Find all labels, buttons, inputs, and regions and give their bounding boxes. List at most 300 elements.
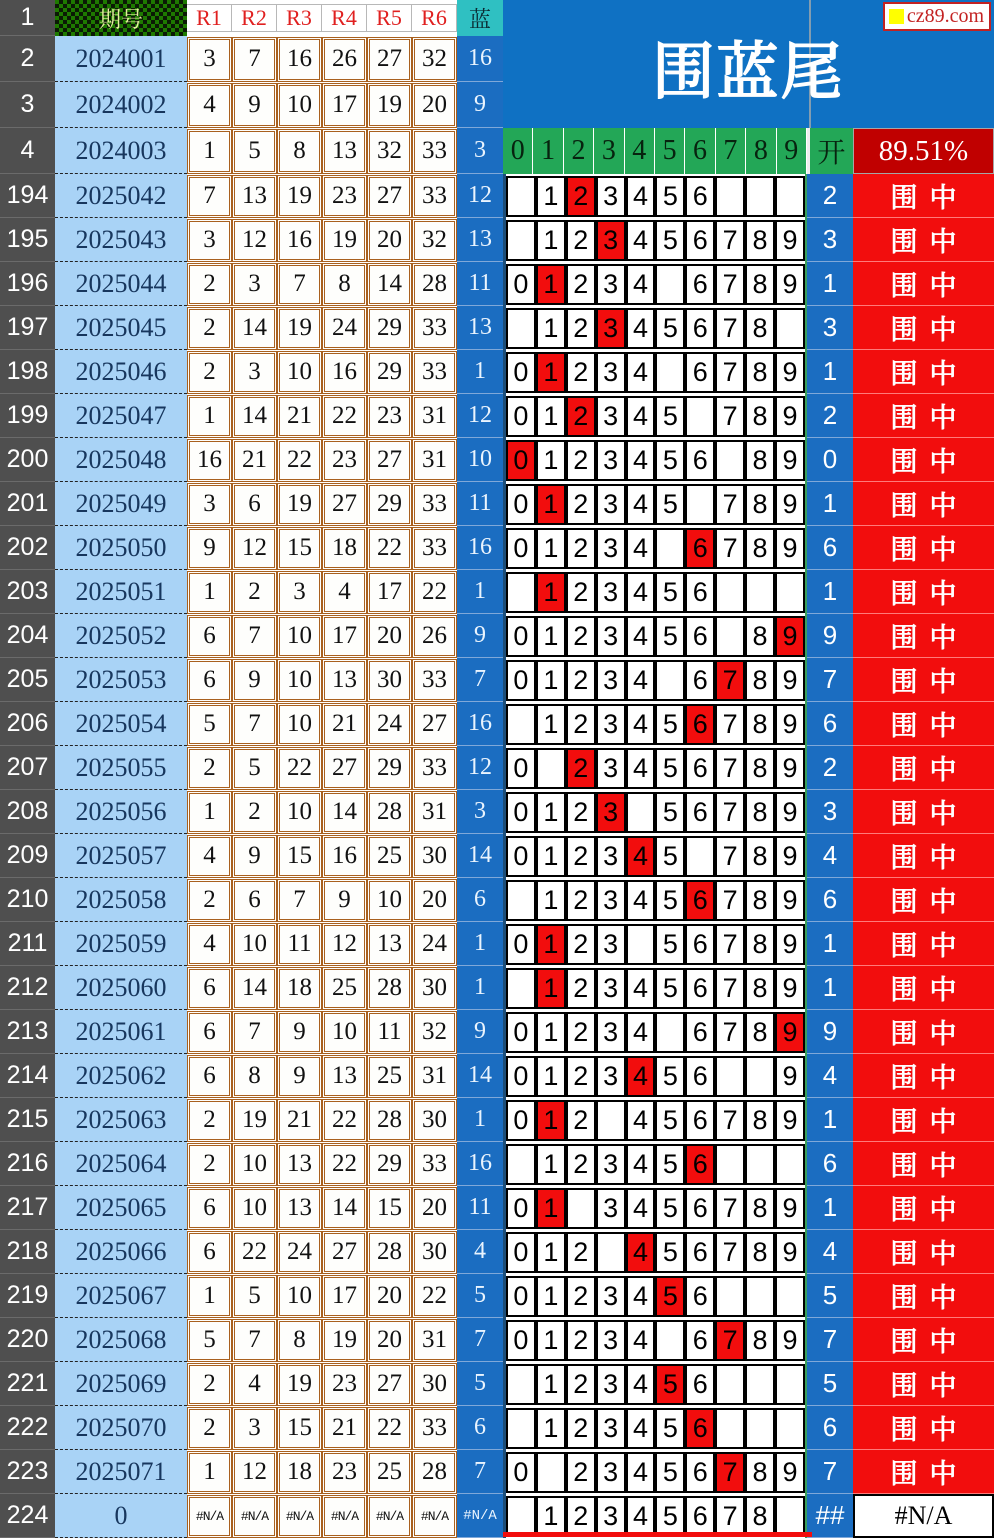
table-row (0, 306, 994, 350)
tail-digit-grid (503, 1230, 807, 1274)
red-ball-cell: 4 (322, 571, 367, 614)
red-ball-cell: 22 (412, 571, 457, 614)
tail-digit-cell: 5 (655, 220, 685, 261)
table-row (0, 1406, 994, 1450)
red-ball-cell: 28 (367, 967, 412, 1010)
red-ball-cell: 1 (187, 129, 232, 174)
red-ball-cell: 14 (232, 307, 277, 350)
tail-digit-cell: 3 (596, 1496, 626, 1537)
tail-digit-cell: 6 (685, 220, 715, 261)
tail-digit-cell: 7 (715, 484, 745, 525)
tail-digit-cell: 4 (626, 1496, 656, 1537)
red-ball-cell: 8 (277, 129, 322, 174)
tail-digit-grid (503, 1406, 807, 1450)
tail-digit-cell: 0 (506, 396, 536, 437)
status-cell: 围中 (853, 306, 994, 350)
tail-digit-grid (503, 1054, 807, 1098)
tail-digit-grid (503, 1098, 807, 1142)
status-cell: 围中 (853, 174, 994, 218)
result-tail-cell: 3 (807, 218, 853, 262)
red-ball-cell: 3 (232, 351, 277, 394)
red-ball-cell: 22 (322, 1099, 367, 1142)
tail-digit-cell: 3 (596, 924, 626, 965)
tail-digit-cell: 9 (775, 880, 805, 921)
blue-ball-cell: 1 (457, 922, 503, 966)
red-ball-cell: 31 (412, 1055, 457, 1098)
tail-digit-cell (715, 440, 745, 481)
tail-digit-cell (506, 220, 536, 261)
red-ball-cell: 10 (277, 1275, 322, 1318)
tail-digit-cell: 5 (655, 748, 685, 789)
tail-digit-cell-hit: 1 (536, 572, 566, 613)
table-row (0, 658, 994, 702)
tail-digit-cell: 5 (655, 880, 685, 921)
tail-digit-cell (715, 572, 745, 613)
tail-digit-cell: 4 (626, 748, 656, 789)
red-ball-cell: 6 (187, 1055, 232, 1098)
red-ball-cell: 19 (322, 1319, 367, 1362)
blue-ball-cell: 3 (457, 790, 503, 834)
tail-digit-cell: 6 (685, 1276, 715, 1317)
period-cell: 2025045 (55, 306, 187, 350)
tail-digit-cell: 8 (745, 220, 775, 261)
tail-digit-cell: 0 (506, 792, 536, 833)
red-ball-header-4: R4 (322, 4, 367, 32)
red-ball-cell: 9 (232, 659, 277, 702)
red-ball-cell: 17 (367, 571, 412, 614)
table-row (0, 922, 994, 966)
digit-label-cell: 4 (625, 128, 655, 174)
tail-digit-cell: 8 (745, 484, 775, 525)
red-ball-cell: 1 (187, 1451, 232, 1494)
red-ball-cell: 27 (367, 1363, 412, 1406)
tail-digit-cell: 3 (596, 484, 626, 525)
tail-digit-cell: 3 (596, 1056, 626, 1097)
status-cell: 围中 (853, 1186, 994, 1230)
red-ball-cell: 4 (187, 835, 232, 878)
row-number: 221 (0, 1362, 55, 1406)
tail-digit-cell (655, 1012, 685, 1053)
tail-digit-cell: 0 (506, 1056, 536, 1097)
tail-digit-cell: 6 (685, 924, 715, 965)
status-cell: 围中 (853, 1054, 994, 1098)
result-tail-cell: 2 (807, 394, 853, 438)
tail-digit-cell: 5 (655, 1144, 685, 1185)
status-cell: 围中 (853, 922, 994, 966)
red-ball-cell: 7 (232, 615, 277, 658)
tail-digit-cell: 6 (685, 1496, 715, 1537)
result-tail-cell: 6 (807, 702, 853, 746)
red-ball-cell: 22 (367, 1407, 412, 1450)
red-ball-cell: 20 (367, 1275, 412, 1318)
tail-digit-cell: 8 (745, 440, 775, 481)
tail-digit-cell: 0 (506, 660, 536, 701)
tail-digit-cell: 6 (685, 176, 715, 217)
tail-digit-cell: 1 (536, 660, 566, 701)
result-tail-cell: 0 (807, 438, 853, 482)
tail-digit-cell: 9 (775, 352, 805, 393)
status-cell: 围中 (853, 746, 994, 790)
site-badge-link[interactable] (883, 2, 991, 31)
table-row (0, 1230, 994, 1274)
red-ball-cell: 16 (277, 219, 322, 262)
row-number: 211 (0, 922, 55, 966)
tail-digit-cell: 8 (745, 1320, 775, 1361)
red-ball-cell: 30 (412, 835, 457, 878)
tail-digit-cell: 6 (685, 264, 715, 305)
period-cell: 2024001 (55, 36, 187, 82)
tail-digit-cell: 0 (506, 1232, 536, 1273)
tail-digit-cell-hit: 9 (775, 616, 805, 657)
tail-digit-cell: 2 (566, 1452, 596, 1493)
tail-digit-cell-hit: 4 (626, 1232, 656, 1273)
red-ball-cell: 7 (232, 37, 277, 82)
red-ball-cell: 2 (187, 1099, 232, 1142)
tail-digit-cell: 7 (715, 968, 745, 1009)
status-cell: 围中 (853, 834, 994, 878)
tail-digit-cell: 2 (566, 1144, 596, 1185)
tail-digit-cell: 3 (596, 836, 626, 877)
period-cell: 2025062 (55, 1054, 187, 1098)
red-ball-cell: 2 (187, 263, 232, 306)
blue-ball-cell: 3 (457, 128, 503, 174)
red-ball-cell: 6 (187, 1187, 232, 1230)
red-ball-cell: 14 (322, 791, 367, 834)
red-balls (187, 1098, 457, 1142)
tail-digit-grid (503, 702, 807, 746)
tail-digit-cell: 7 (715, 1496, 745, 1537)
tail-digit-cell: 9 (775, 1452, 805, 1493)
red-ball-cell: 27 (367, 175, 412, 218)
period-cell: 2025065 (55, 1186, 187, 1230)
tail-digit-cell: 7 (715, 220, 745, 261)
row-number: 220 (0, 1318, 55, 1362)
red-ball-cell: 1 (187, 791, 232, 834)
tail-digit-cell: 3 (596, 880, 626, 921)
tail-digit-cell: 2 (566, 836, 596, 877)
tail-digit-grid (503, 658, 807, 702)
period-cell: 2025052 (55, 614, 187, 658)
tail-digit-cell: 2 (566, 1320, 596, 1361)
tail-digit-cell (566, 1188, 596, 1229)
tail-digit-cell: 8 (745, 704, 775, 745)
status-cell: 围中 (853, 1406, 994, 1450)
tail-digit-cell: 3 (596, 352, 626, 393)
tail-digit-cell: 6 (685, 616, 715, 657)
tail-digit-cell (775, 1408, 805, 1449)
tail-digit-cell (506, 1408, 536, 1449)
red-ball-cell: 33 (412, 1407, 457, 1450)
tail-digit-cell-hit: 6 (685, 704, 715, 745)
tail-digit-cell (506, 1364, 536, 1405)
red-balls (187, 1362, 457, 1406)
tail-digit-cell: 2 (566, 1232, 596, 1273)
status-cell: 围中 (853, 702, 994, 746)
red-ball-cell: 17 (322, 615, 367, 658)
tail-digit-cell: 5 (655, 572, 685, 613)
red-ball-cell: 9 (322, 879, 367, 922)
red-ball-cell: 5 (232, 747, 277, 790)
result-tail-cell: 5 (807, 1274, 853, 1318)
row-number: 204 (0, 614, 55, 658)
tail-digit-cell (745, 1408, 775, 1449)
blue-ball-cell: 7 (457, 658, 503, 702)
period-cell: 2025066 (55, 1230, 187, 1274)
red-ball-cell: 10 (232, 1187, 277, 1230)
status-cell: 围中 (853, 658, 994, 702)
red-ball-cell: 3 (187, 219, 232, 262)
tail-digit-cell: 1 (536, 1276, 566, 1317)
tail-digit-cell: 3 (596, 176, 626, 217)
period-cell: 0 (55, 1494, 187, 1538)
tail-digit-cell: 4 (626, 968, 656, 1009)
period-cell: 2025057 (55, 834, 187, 878)
period-cell: 2025071 (55, 1450, 187, 1494)
blue-ball-cell: 1 (457, 966, 503, 1010)
tail-digit-cell: 2 (566, 704, 596, 745)
red-ball-cell: 33 (412, 129, 457, 174)
tail-digit-cell-hit: 3 (596, 220, 626, 261)
tail-digit-grid (503, 614, 807, 658)
period-cell: 2024002 (55, 82, 187, 128)
tail-digit-cell: 0 (506, 1452, 536, 1493)
tail-digit-cell: 5 (655, 968, 685, 1009)
red-ball-cell: 23 (367, 395, 412, 438)
red-ball-cell: 31 (412, 395, 457, 438)
red-ball-cell: 2 (187, 307, 232, 350)
tail-digit-cell (775, 1144, 805, 1185)
tail-digit-cell: 9 (775, 748, 805, 789)
tail-digit-cell: 8 (745, 1496, 775, 1537)
red-balls (187, 1450, 457, 1494)
tail-digit-cell: 3 (596, 968, 626, 1009)
table-row (0, 394, 994, 438)
red-ball-cell: 33 (412, 747, 457, 790)
status-cell: 围中 (853, 526, 994, 570)
table-row (0, 790, 994, 834)
tail-digit-cell (715, 1364, 745, 1405)
tail-digit-cell: 3 (596, 660, 626, 701)
red-ball-cell: 3 (232, 263, 277, 306)
red-ball-cell: 13 (322, 129, 367, 174)
result-tail-cell: 7 (807, 1450, 853, 1494)
red-ball-cell: 22 (277, 747, 322, 790)
red-balls (187, 350, 457, 394)
tail-digit-cell: 5 (655, 440, 685, 481)
red-ball-cell: 23 (322, 1363, 367, 1406)
row-number: 206 (0, 702, 55, 746)
tail-digit-cell-hit: 6 (685, 1144, 715, 1185)
row-number: 208 (0, 790, 55, 834)
tail-digit-cell: 4 (626, 220, 656, 261)
tail-digit-cell: 6 (685, 792, 715, 833)
blue-ball-cell: 10 (457, 438, 503, 482)
blue-ball-cell: 6 (457, 878, 503, 922)
period-cell: 2025044 (55, 262, 187, 306)
tail-digit-cell: 0 (506, 484, 536, 525)
tail-digit-cell: 9 (775, 484, 805, 525)
tail-digit-cell: 8 (745, 968, 775, 1009)
red-ball-cell: 22 (322, 395, 367, 438)
red-ball-cell: 2 (187, 1363, 232, 1406)
red-ball-cell: 2 (187, 879, 232, 922)
red-ball-cell: 16 (187, 439, 232, 482)
tail-digit-cell-hit: 3 (596, 308, 626, 349)
row-number: 215 (0, 1098, 55, 1142)
tail-digit-cell (655, 528, 685, 569)
red-ball-cell: 9 (277, 1055, 322, 1098)
red-ball-cell: 20 (412, 1187, 457, 1230)
tail-digit-cell: 5 (655, 792, 685, 833)
tail-digit-cell (626, 924, 656, 965)
tail-digit-cell: 1 (536, 1012, 566, 1053)
period-cell: 2025070 (55, 1406, 187, 1450)
table-row (0, 350, 994, 394)
result-tail-cell: 7 (807, 1318, 853, 1362)
red-ball-cell: 21 (277, 1099, 322, 1142)
tail-digit-cell: 4 (626, 264, 656, 305)
red-ball-cell: 4 (187, 83, 232, 128)
red-ball-cell: 27 (412, 703, 457, 746)
red-ball-cell: 12 (322, 923, 367, 966)
tail-digit-cell: 2 (566, 924, 596, 965)
red-ball-cell: 23 (322, 439, 367, 482)
red-ball-cell: 4 (232, 1363, 277, 1406)
status-cell: 围中 (853, 570, 994, 614)
red-ball-cell: 12 (232, 1451, 277, 1494)
tail-digit-cell: 3 (596, 704, 626, 745)
tail-digit-cell: 1 (536, 1408, 566, 1449)
tail-digit-cell: 1 (536, 1320, 566, 1361)
tail-digit-cell (745, 1056, 775, 1097)
period-cell: 2025068 (55, 1318, 187, 1362)
tail-digit-cell (506, 1496, 536, 1537)
tail-digit-cell (506, 308, 536, 349)
red-ball-cell: 19 (367, 83, 412, 128)
status-cell: 围中 (853, 1450, 994, 1494)
red-ball-cell: 14 (232, 967, 277, 1010)
row-number: 199 (0, 394, 55, 438)
red-ball-cell: 30 (367, 659, 412, 702)
tail-digit-cell (715, 1056, 745, 1097)
tail-digit-cell (655, 660, 685, 701)
blue-ball-cell: 16 (457, 1142, 503, 1186)
blue-ball-cell: 16 (457, 702, 503, 746)
blue-ball-cell: #N/A (457, 1494, 503, 1538)
tail-digit-cell: 6 (685, 1100, 715, 1141)
blue-ball-cell: 12 (457, 174, 503, 218)
tail-digit-cell: 8 (745, 396, 775, 437)
red-ball-cell: 3 (187, 37, 232, 82)
red-ball-cell: 27 (322, 1231, 367, 1274)
tail-digit-cell: 3 (596, 396, 626, 437)
status-cell: 围中 (853, 482, 994, 526)
blue-ball-cell: 16 (457, 526, 503, 570)
red-balls (187, 570, 457, 614)
red-balls (187, 1230, 457, 1274)
red-ball-cell: 12 (232, 219, 277, 262)
row-number: 2 (0, 36, 55, 82)
tail-digit-cell (775, 572, 805, 613)
status-cell: #N/A (853, 1494, 994, 1538)
tail-digit-cell-hit: 9 (775, 1012, 805, 1053)
row-number: 218 (0, 1230, 55, 1274)
red-ball-cell: 3 (277, 571, 322, 614)
red-ball-cell: 5 (187, 1319, 232, 1362)
red-ball-cell: 30 (412, 1099, 457, 1142)
tail-digit-cell: 0 (506, 1188, 536, 1229)
table-row (0, 438, 994, 482)
red-ball-cell: 32 (412, 37, 457, 82)
table-row (0, 262, 994, 306)
tail-digit-cell (685, 484, 715, 525)
red-ball-cell: 12 (232, 527, 277, 570)
status-cell: 围中 (853, 262, 994, 306)
table-row (0, 966, 994, 1010)
tail-digit-cell: 5 (655, 1100, 685, 1141)
row-number: 209 (0, 834, 55, 878)
tail-digit-cell: 1 (536, 1496, 566, 1537)
tail-digit-grid (503, 922, 807, 966)
tail-digit-cell: 1 (536, 220, 566, 261)
tail-digit-cell: 4 (626, 1364, 656, 1405)
red-ball-cell: 14 (367, 263, 412, 306)
tail-digit-cell: 4 (626, 1144, 656, 1185)
blue-ball-cell: 12 (457, 394, 503, 438)
row-number: 198 (0, 350, 55, 394)
tail-digit-cell: 1 (536, 176, 566, 217)
red-balls (187, 1406, 457, 1450)
red-ball-cell: 20 (367, 1319, 412, 1362)
red-balls (187, 658, 457, 702)
tail-digit-cell: 2 (566, 528, 596, 569)
period-cell: 2025059 (55, 922, 187, 966)
blue-ball-cell: 1 (457, 570, 503, 614)
result-tail-cell: 6 (807, 526, 853, 570)
red-ball-cell: 19 (232, 1099, 277, 1142)
tail-digit-cell-hit: 2 (566, 176, 596, 217)
red-ball-cell: 32 (412, 219, 457, 262)
tail-digit-cell: 8 (745, 792, 775, 833)
tail-digit-cell: 5 (655, 704, 685, 745)
red-balls (187, 834, 457, 878)
tail-digit-cell: 7 (715, 1100, 745, 1141)
row-number: 203 (0, 570, 55, 614)
result-tail-cell: 1 (807, 482, 853, 526)
tail-digit-cell: 4 (626, 572, 656, 613)
period-cell: 2025047 (55, 394, 187, 438)
tail-digit-cell: 2 (566, 660, 596, 701)
tail-digit-cell: 1 (536, 836, 566, 877)
red-ball-cell: 29 (367, 1143, 412, 1186)
red-ball-cell: 5 (232, 129, 277, 174)
status-cell: 围中 (853, 1142, 994, 1186)
tail-digit-cell: 9 (775, 396, 805, 437)
period-cell: 2025058 (55, 878, 187, 922)
period-cell: 2025069 (55, 1362, 187, 1406)
red-ball-cell: 5 (232, 1275, 277, 1318)
red-ball-cell: 31 (412, 439, 457, 482)
tail-digit-cell: 4 (626, 1188, 656, 1229)
red-ball-cell: 33 (412, 175, 457, 218)
tail-digit-grid (503, 1186, 807, 1230)
blue-ball-cell: 1 (457, 350, 503, 394)
tail-digit-cell: 5 (655, 396, 685, 437)
red-ball-cell: 29 (367, 351, 412, 394)
red-ball-cell: 20 (412, 83, 457, 128)
red-ball-cell: 21 (277, 395, 322, 438)
blue-ball-cell: 11 (457, 482, 503, 526)
